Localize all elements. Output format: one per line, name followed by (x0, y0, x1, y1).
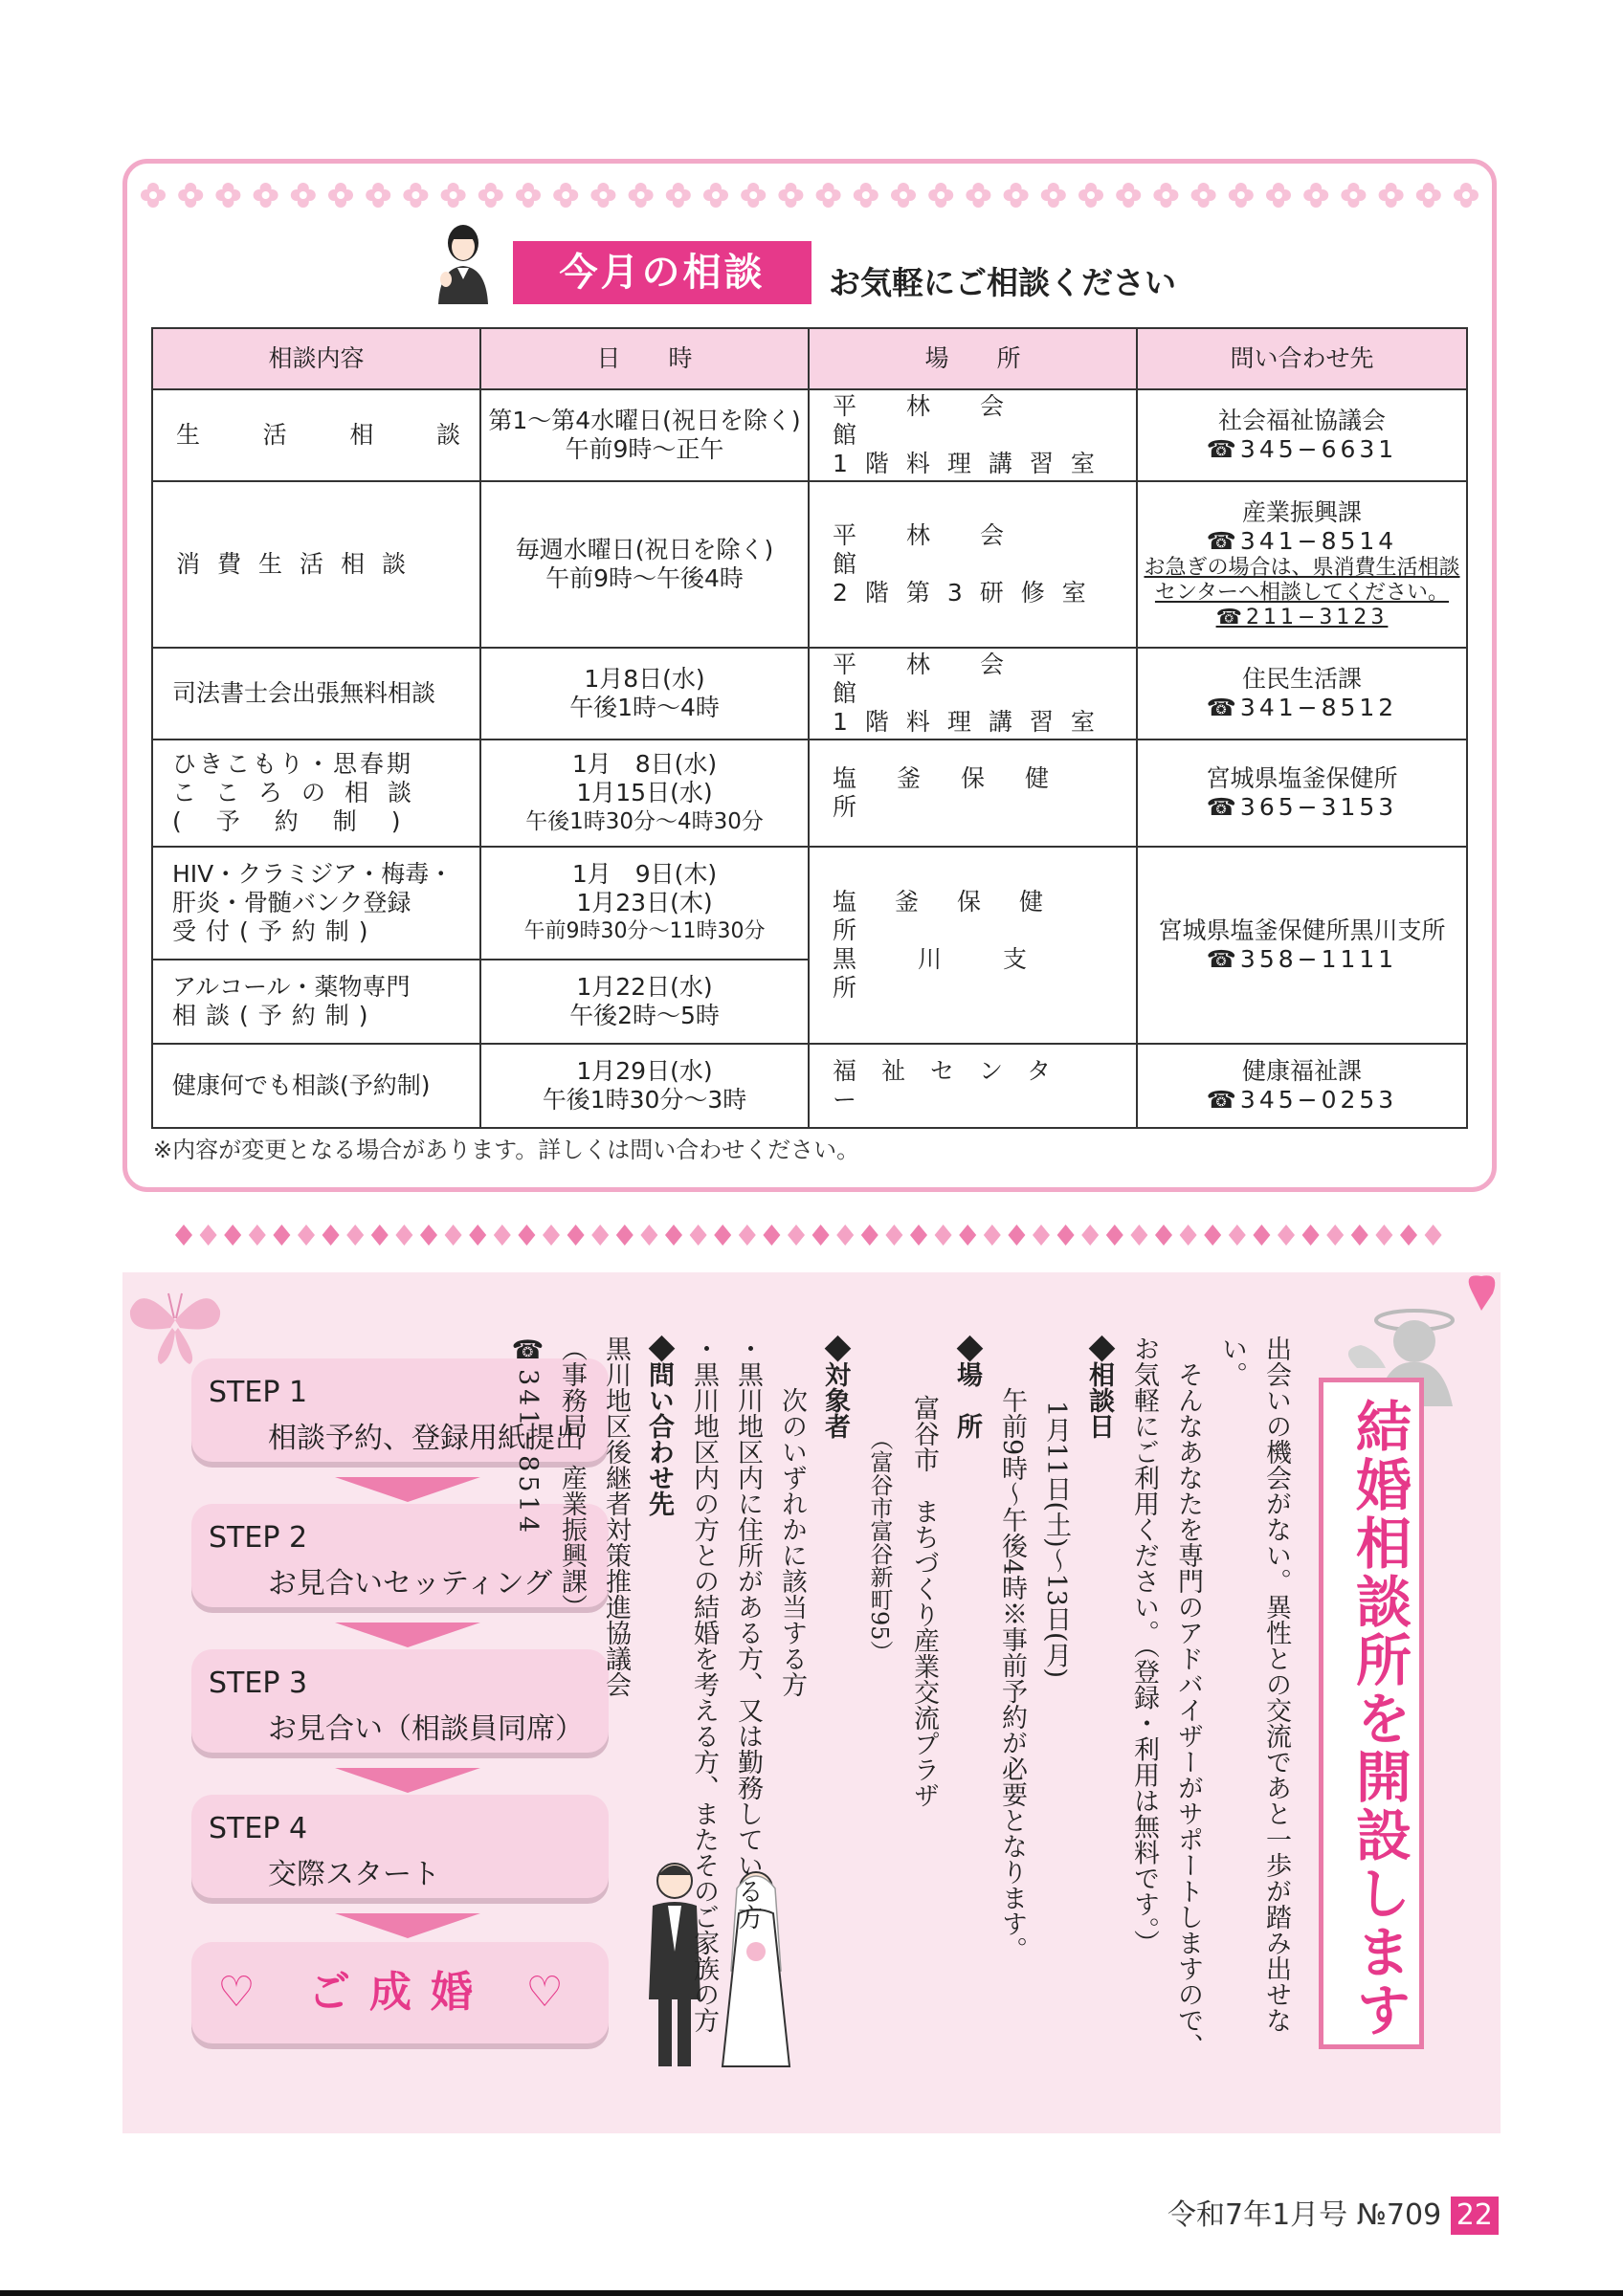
diamond-icon (1351, 1225, 1368, 1246)
place-room: 2階第3研修室 (833, 579, 1103, 607)
diamond-icon (1229, 1225, 1246, 1246)
flower-icon (366, 183, 390, 208)
flower-border-decoration (134, 178, 1485, 212)
place-line: 塩釜保健所 (833, 888, 1082, 944)
diamond-icon (1033, 1225, 1050, 1246)
contact-tel: ☎358−1111 (1206, 945, 1398, 973)
time-line: 午後2時〜5時 (569, 1002, 720, 1029)
diamond-icon (616, 1225, 634, 1246)
header-datetime: 日 時 (480, 328, 809, 389)
step-number: STEP 1 (209, 1376, 308, 1409)
step-number: STEP 3 (209, 1667, 308, 1700)
item-line: 肝炎・骨髄バンク登録 (172, 889, 411, 916)
row-item: 消費生活相談 (152, 481, 480, 648)
time-line: 午前9時30分〜11時30分 (523, 919, 766, 943)
flower-icon (441, 183, 466, 208)
down-arrow-icon (335, 1768, 480, 1793)
consultation-title: 今月の相談 (513, 241, 812, 304)
row-contact (1137, 1044, 1467, 1128)
place-line: 平林会館 (833, 521, 1055, 578)
item-line: HIV・クラミジア・梅毒・ (172, 860, 454, 888)
table-row (152, 740, 1467, 847)
diamond-icon (1326, 1225, 1344, 1246)
contact-tel: ☎365−3153 (1206, 793, 1398, 821)
diamond-icon (763, 1225, 780, 1246)
date-line: 1月 8日(水) (571, 750, 718, 778)
header-consult-content: 相談内容 (152, 328, 480, 389)
diamond-icon (984, 1225, 1001, 1246)
diamond-icon (959, 1225, 976, 1246)
contact-office: （事務局 産業振興課） (557, 1336, 587, 1620)
step-text: 交際スタート (268, 1858, 440, 1891)
header-place: 場 所 (809, 328, 1137, 389)
diamond-icon (371, 1225, 389, 1246)
row-place (809, 648, 1137, 740)
diamond-icon (885, 1225, 902, 1246)
intro-line: 出会いの機会がない。異性との交流であと一歩が踏み出せない。 (1217, 1336, 1291, 2033)
flower-icon (1303, 183, 1328, 208)
contact-name: 健康福祉課 (1241, 1057, 1362, 1085)
table-row (152, 481, 1467, 648)
consultation-header (431, 220, 1196, 306)
row-place (809, 389, 1137, 481)
contact-label: ◆問い合わせ先 (645, 1336, 674, 1516)
bottom-rule (0, 2290, 1623, 2296)
diamond-icon (200, 1225, 217, 1246)
row-place (809, 847, 1137, 1044)
diamond-icon (346, 1225, 364, 1246)
down-arrow-icon (335, 1477, 480, 1502)
row-item (152, 960, 480, 1044)
diamond-icon (935, 1225, 952, 1246)
time-line: 午後1時〜4時 (569, 694, 720, 721)
target-line: ・黒川地区内に住所がある方、又は勤務している方 (733, 1336, 763, 1930)
diamond-icon (1008, 1225, 1025, 1246)
diamond-icon (861, 1225, 878, 1246)
flower-icon (703, 183, 728, 208)
flower-icon (1379, 183, 1404, 208)
flower-icon (590, 183, 615, 208)
flower-icon (1153, 183, 1178, 208)
place-address: （富谷市富谷新町95） (866, 1427, 893, 1664)
contact-tel: ☎341−8514 (1206, 527, 1398, 555)
row-contact (1137, 648, 1467, 740)
diamond-icon (224, 1225, 241, 1246)
flower-icon (178, 183, 203, 208)
step-text: 相談予約、登録用紙提出 (268, 1422, 584, 1455)
contact-tel: ☎345−0253 (1206, 1086, 1398, 1114)
date-line: 1月15日(水) (576, 779, 713, 806)
row-date (480, 740, 809, 847)
date-line: 毎週水曜日(祝日を除く) (515, 536, 774, 563)
flower-icon (403, 183, 428, 208)
row-contact (1137, 481, 1467, 648)
marriage-title: 結婚相談所を開設します (1346, 1398, 1412, 2040)
diamond-icon (739, 1225, 756, 1246)
diamond-icon (1278, 1225, 1295, 1246)
row-place: 塩釜保健所 (809, 740, 1137, 847)
diamond-icon (788, 1225, 805, 1246)
date-line: 1月29日(水) (576, 1057, 713, 1085)
flower-icon (741, 183, 766, 208)
place-room: 1階料理講習室 (833, 450, 1112, 477)
diamond-icon (690, 1225, 707, 1246)
row-item (152, 389, 480, 481)
flower-icon (1041, 183, 1066, 208)
consultation-note: ※内容が変更となる場合があります。詳しくは問い合わせください。 (153, 1137, 860, 1163)
diamond-icon (518, 1225, 535, 1246)
target-label: ◆対象者 (821, 1336, 850, 1439)
row-item: 司法書士会出張無料相談 (152, 648, 480, 740)
row-place: 福祉センター (809, 1044, 1137, 1128)
contact-name: 住民生活課 (1241, 665, 1362, 693)
diamond-icon (1106, 1225, 1123, 1246)
row-date (480, 960, 809, 1044)
flower-icon (1078, 183, 1103, 208)
row-date (480, 389, 809, 481)
contact-note: お急ぎの場合は、県消費生活相談センターへ相談してください。 (1144, 556, 1460, 605)
date-line: 第1〜第4水曜日(祝日を除く) (488, 407, 801, 434)
marriage-final-card: ♡ ご成婚 ♡ (191, 1942, 609, 2043)
flower-icon (141, 183, 166, 208)
target-line: ・黒川地区内の方との結婚を考える方、またそのご家族の方 (689, 1336, 719, 2033)
flower-icon (629, 183, 654, 208)
row-date (480, 648, 809, 740)
diamond-icon (1081, 1225, 1099, 1246)
flower-icon (854, 183, 878, 208)
table-row (152, 847, 1467, 960)
flower-icon (291, 183, 316, 208)
flower-icon (1116, 183, 1141, 208)
flower-icon (1266, 183, 1291, 208)
place-line: 平林会館 (833, 392, 1055, 449)
diamond-icon (494, 1225, 511, 1246)
row-item: 健康何でも相談(予約制) (152, 1044, 480, 1128)
diamond-icon (665, 1225, 682, 1246)
flower-icon (254, 183, 278, 208)
diamond-icon (640, 1225, 657, 1246)
flower-icon (1454, 183, 1478, 208)
down-arrow-icon (335, 1913, 480, 1938)
place-line: 平林会館 (833, 651, 1055, 707)
contact-org: 黒川地区後継者対策推進協議会 (601, 1336, 631, 1697)
diamond-icon (420, 1225, 437, 1246)
table-row (152, 648, 1467, 740)
time-value: 午前9時〜午後4時※事前予約が必要となります。 (997, 1387, 1027, 1963)
contact-tel: ☎341−8512 (1206, 694, 1398, 721)
diamond-icon (1130, 1225, 1147, 1246)
butterfly-icon (122, 1282, 228, 1368)
date-value: 1月11日(土)〜13日(月) (1041, 1400, 1071, 1678)
flower-icon (928, 183, 953, 208)
marriage-details-vertical-text (513, 1336, 1298, 2082)
flower-icon (778, 183, 803, 208)
flower-icon (1229, 183, 1254, 208)
flower-icon (215, 183, 240, 208)
diamond-icon (298, 1225, 315, 1246)
diamond-icon (836, 1225, 854, 1246)
diamond-icon (910, 1225, 927, 1246)
diamond-icon (567, 1225, 585, 1246)
issue-label: 令和7年1月号 №709 (1167, 2198, 1442, 2232)
place-room: 1階料理講習室 (833, 708, 1112, 736)
row-date (480, 847, 809, 960)
diamond-icon (1057, 1225, 1075, 1246)
consultant-woman-icon (431, 220, 496, 304)
diamond-icon (1253, 1225, 1270, 1246)
marriage-title-box (1319, 1378, 1424, 2049)
down-arrow-icon (335, 1623, 480, 1647)
row-place (809, 481, 1137, 648)
row-item (152, 847, 480, 960)
item-line: ひきこもり・思春期 (172, 750, 414, 778)
diamond-icon (812, 1225, 830, 1246)
diamond-icon (322, 1225, 340, 1246)
diamond-icon (1204, 1225, 1221, 1246)
table-header-row (152, 328, 1467, 389)
place-value: 富谷市 まちづくり産業交流プラザ (909, 1395, 939, 1808)
consultation-table (151, 327, 1468, 1129)
time-line: 午後1時30分〜4時30分 (525, 809, 764, 834)
flower-icon (1341, 183, 1366, 208)
time-line: 午後1時30分〜3時 (542, 1086, 747, 1114)
row-item (152, 740, 480, 847)
step-text: お見合い（相談員同席） (268, 1712, 584, 1746)
diamond-icon (445, 1225, 462, 1246)
table-row (152, 389, 1467, 481)
diamond-icon (1375, 1225, 1392, 1246)
item-line: アルコール・薬物専門 (172, 973, 411, 1001)
diamond-divider-decoration (172, 1221, 1445, 1249)
time-line: 午前9時〜正午 (565, 435, 724, 463)
diamond-icon (1302, 1225, 1320, 1246)
contact-name: 社会福祉協議会 (1217, 407, 1386, 434)
item-line: 受付(予約制) (172, 917, 378, 945)
diamond-icon (1180, 1225, 1197, 1246)
diamond-icon (714, 1225, 731, 1246)
diamond-icon (1425, 1225, 1442, 1246)
item-line: 相談(予約制) (172, 1002, 378, 1029)
consultation-subtitle: お気軽にご相談ください (829, 264, 1176, 301)
flower-icon (1191, 183, 1216, 208)
flower-icon (816, 183, 841, 208)
diamond-icon (543, 1225, 560, 1246)
diamond-icon (175, 1225, 192, 1246)
place-label: ◆場 所 (953, 1336, 982, 1439)
diamond-icon (395, 1225, 412, 1246)
row-date (480, 1044, 809, 1128)
diamond-icon (273, 1225, 290, 1246)
diamond-icon (1155, 1225, 1172, 1246)
contact-tel: ☎345−6631 (1206, 435, 1398, 463)
contact-name: 宮城県塩釜保健所 (1206, 764, 1398, 792)
contact-note-tel: ☎211−3123 (1215, 606, 1389, 629)
diamond-icon (1400, 1225, 1417, 1246)
date-label: ◆相談日 (1085, 1336, 1114, 1439)
diamond-icon (469, 1225, 486, 1246)
step-text: お見合いセッティング (268, 1567, 552, 1601)
diamond-icon (591, 1225, 609, 1246)
flower-icon (1004, 183, 1029, 208)
step-number: STEP 2 (209, 1521, 308, 1555)
item-line: こころの相談 (172, 779, 432, 806)
row-contact (1137, 847, 1467, 1044)
header-contact: 問い合わせ先 (1137, 328, 1467, 389)
time-line: 午前9時〜午後4時 (545, 564, 744, 592)
contact-tel: ☎341−8514 (513, 1336, 543, 1536)
intro-line: そんなあなたを専門のアドバイザーがサポートしますので、お気軽にご利用ください。（登録・利用は無料です。） (1129, 1336, 1203, 2059)
flower-icon (966, 183, 990, 208)
date-line: 1月 9日(木) (571, 860, 718, 888)
flower-icon (891, 183, 916, 208)
flower-icon (516, 183, 541, 208)
date-line: 1月8日(水) (584, 665, 705, 693)
flower-icon (666, 183, 691, 208)
row-contact (1137, 740, 1467, 847)
diamond-icon (249, 1225, 266, 1246)
item-line: (予約制) (172, 807, 435, 835)
place-line: 黒川支所 (833, 945, 1089, 1002)
flower-icon (553, 183, 578, 208)
date-line: 1月23日(木) (576, 889, 713, 916)
step-number: STEP 4 (209, 1812, 308, 1845)
row-date (480, 481, 809, 648)
page-footer (1167, 2191, 1502, 2233)
flower-icon (1416, 183, 1441, 208)
table-row (152, 1044, 1467, 1128)
row-item-text: 生 活 相 談 (176, 421, 460, 449)
date-line: 1月22日(水) (576, 973, 713, 1001)
contact-name: 産業振興課 (1241, 498, 1362, 526)
contact-name: 宮城県塩釜保健所黒川支所 (1158, 916, 1446, 944)
row-contact (1137, 389, 1467, 481)
flower-icon (478, 183, 503, 208)
target-line: 次のいずれかに該当する方 (777, 1387, 807, 1697)
flower-icon (328, 183, 353, 208)
page-number: 22 (1451, 2197, 1499, 2235)
